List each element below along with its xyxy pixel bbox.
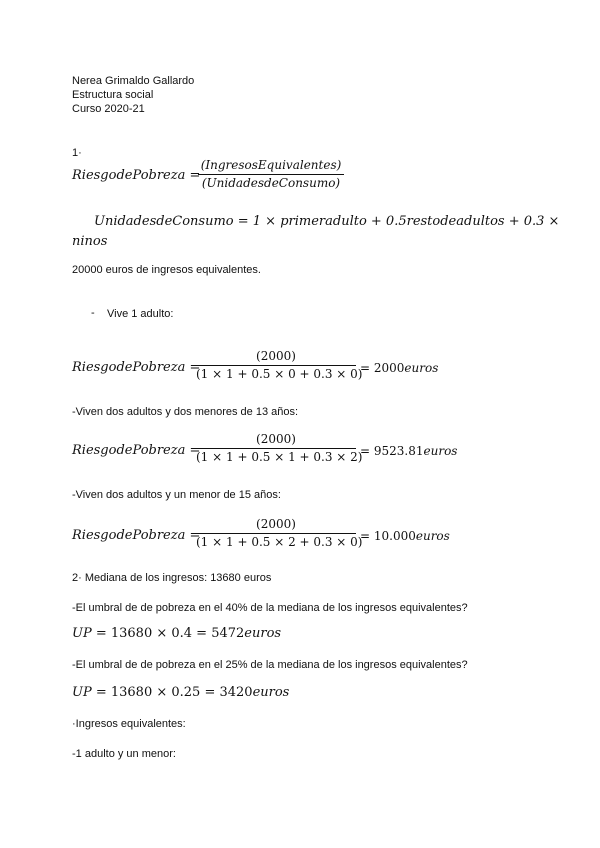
case2-lhs: RiesgodePobreza = <box>72 443 201 458</box>
ingresos-label: ·Ingresos equivalentes: <box>72 718 186 730</box>
section-1-number: 1· <box>72 147 82 159</box>
formula1-lhs: RiesgodePobreza = <box>72 168 201 183</box>
case1-fraction <box>196 349 363 382</box>
formula1-numerator: (IngresosEquivalentes) <box>200 158 342 172</box>
case1-lhs: RiesgodePobreza = <box>72 360 201 375</box>
case1-dash: - <box>91 307 95 319</box>
income-line: 20000 euros de ingresos equivalentes. <box>72 264 261 276</box>
author-name: Nerea Grimaldo Gallardo <box>72 75 195 87</box>
case3-fraction <box>196 517 363 550</box>
formula1-fraction <box>198 158 344 191</box>
median-line: 2· Mediana de los ingresos: 13680 euros <box>72 572 272 584</box>
question-25: -El umbral de de pobreza en el 25% de la mediana de los ingresos equivalentes? <box>72 659 468 671</box>
fraction-bar <box>196 365 356 366</box>
case1-denominator: (1 × 1 + 0.5 × 0 + 0.3 × 0) <box>196 367 363 381</box>
case3-label: -Viven dos adultos y un menor de 15 años: <box>72 489 281 501</box>
question-40: -El umbral de de pobreza en el 40% de la mediana de los ingresos equivalentes? <box>72 602 468 614</box>
subject-title: Estructura social <box>72 89 154 101</box>
formula1-denominator: (UnidadesdeConsumo) <box>201 176 341 190</box>
case3-numerator: (2000) <box>256 517 296 531</box>
case2-label: -Viven dos adultos y dos menores de 13 años: <box>72 406 299 418</box>
up25-formula: UP = 13680 × 0.25 = 3420euros <box>72 685 290 700</box>
fraction-bar <box>196 448 356 449</box>
adult-minor-label: -1 adulto y un menor: <box>72 748 176 760</box>
case1-numerator: (2000) <box>256 349 296 363</box>
formula2-line1: UnidadesdeConsumo = 1 × primeradulto + 0.5restodeadultos + 0.3 × <box>94 214 560 229</box>
case2-denominator: (1 × 1 + 0.5 × 1 + 0.3 × 2) <box>196 450 363 464</box>
fraction-bar <box>198 174 344 175</box>
case2-numerator: (2000) <box>256 432 296 446</box>
case1-label: Vive 1 adulto: <box>107 308 174 320</box>
case3-lhs: RiesgodePobreza = <box>72 528 201 543</box>
case2-result: = 9523.81euros <box>360 444 458 458</box>
case2-fraction <box>196 432 363 465</box>
up40-formula: UP = 13680 × 0.4 = 5472euros <box>72 626 282 641</box>
fraction-bar <box>196 533 356 534</box>
course-label: Curso 2020-21 <box>72 103 145 115</box>
formula2-line2: ninos <box>72 234 108 249</box>
case3-denominator: (1 × 1 + 0.5 × 2 + 0.3 × 0) <box>196 535 363 549</box>
case1-result: = 2000euros <box>360 361 439 375</box>
case3-result: = 10.000euros <box>360 529 450 543</box>
